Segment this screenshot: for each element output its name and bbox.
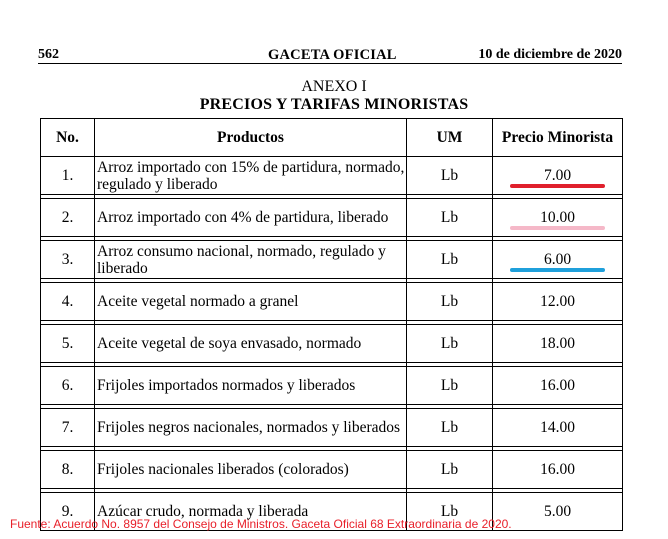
table-row xyxy=(41,283,623,321)
page-number: 562 xyxy=(38,47,59,62)
annex-subtitle: PRECIOS Y TARIFAS MINORISTAS xyxy=(199,96,469,113)
unit-of-measure: Lb xyxy=(407,493,493,531)
retail-price-cell xyxy=(493,199,623,237)
retail-price-cell xyxy=(493,409,623,447)
product-name: Frijoles importados normados y liberados xyxy=(95,367,407,405)
retail-price-cell xyxy=(493,241,623,279)
row-number: 8. xyxy=(41,451,95,489)
table-body xyxy=(41,157,623,531)
retail-price: 12.00 xyxy=(540,292,575,310)
row-number: 1. xyxy=(41,157,95,195)
retail-price: 10.00 xyxy=(540,208,575,226)
product-name: Azúcar crudo, normada y liberada xyxy=(95,493,407,531)
row-number: 6. xyxy=(41,367,95,405)
table-row xyxy=(41,409,623,447)
retail-price: 18.00 xyxy=(540,334,575,352)
unit-of-measure: Lb xyxy=(407,367,493,405)
table-row xyxy=(41,367,623,405)
price-table xyxy=(40,118,623,531)
retail-price-cell xyxy=(493,493,623,531)
retail-price-cell xyxy=(493,157,623,195)
row-number: 3. xyxy=(41,241,95,279)
retail-price-cell xyxy=(493,451,623,489)
product-name: Arroz importado con 4% de partidura, liberado xyxy=(95,199,407,237)
source-note: Fuente: Acuerdo No. 8957 del Consejo de Ministros. Gaceta Oficial 68 Extraordinaria de 2020. xyxy=(10,517,512,531)
product-name: Arroz importado con 15% de partidura, normado, regulado y liberado xyxy=(95,157,407,195)
annex-title: ANEXO I xyxy=(301,78,367,95)
column-header-price: Precio Minorista xyxy=(493,119,623,157)
row-number: 4. xyxy=(41,283,95,321)
unit-of-measure: Lb xyxy=(407,451,493,489)
product-name: Aceite vegetal normado a granel xyxy=(95,283,407,321)
unit-of-measure: Lb xyxy=(407,325,493,363)
publication-date: 10 de diciembre de 2020 xyxy=(478,47,622,62)
retail-price-cell xyxy=(493,367,623,405)
product-name: Frijoles nacionales liberados (colorados) xyxy=(95,451,407,489)
price-highlight-mark xyxy=(510,226,605,230)
row-number: 9. xyxy=(41,493,95,531)
publication-title: GACETA OFICIAL xyxy=(268,47,397,63)
table-row xyxy=(41,199,623,237)
row-number: 2. xyxy=(41,199,95,237)
price-highlight-mark xyxy=(510,268,605,272)
table-row xyxy=(41,451,623,489)
product-name: Arroz consumo nacional, normado, regulado y liberado xyxy=(95,241,407,279)
unit-of-measure: Lb xyxy=(407,157,493,195)
unit-of-measure: Lb xyxy=(407,241,493,279)
unit-of-measure: Lb xyxy=(407,199,493,237)
product-name: Aceite vegetal de soya envasado, normado xyxy=(95,325,407,363)
product-name: Frijoles negros nacionales, normados y liberados xyxy=(95,409,407,447)
column-header-um: UM xyxy=(407,119,493,157)
row-number: 5. xyxy=(41,325,95,363)
retail-price-cell xyxy=(493,283,623,321)
row-number: 7. xyxy=(41,409,95,447)
column-header-no: No. xyxy=(41,119,95,157)
retail-price: 6.00 xyxy=(543,250,572,268)
retail-price: 16.00 xyxy=(540,460,575,478)
column-header-products: Productos xyxy=(95,119,407,157)
table-header-row xyxy=(41,119,623,157)
table-row xyxy=(41,157,623,195)
retail-price: 7.00 xyxy=(543,166,572,184)
unit-of-measure: Lb xyxy=(407,283,493,321)
table-row xyxy=(41,325,623,363)
retail-price: 5.00 xyxy=(543,502,572,520)
unit-of-measure: Lb xyxy=(407,409,493,447)
retail-price: 16.00 xyxy=(540,376,575,394)
retail-price: 14.00 xyxy=(540,418,575,436)
price-highlight-mark xyxy=(510,184,605,188)
retail-price-cell xyxy=(493,325,623,363)
page-header xyxy=(38,47,622,64)
table-row xyxy=(41,241,623,279)
